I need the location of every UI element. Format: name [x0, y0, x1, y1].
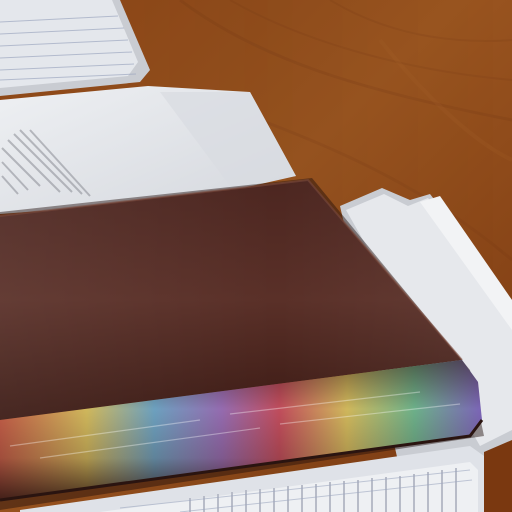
- desk-corner-bottom-right: [484, 440, 512, 512]
